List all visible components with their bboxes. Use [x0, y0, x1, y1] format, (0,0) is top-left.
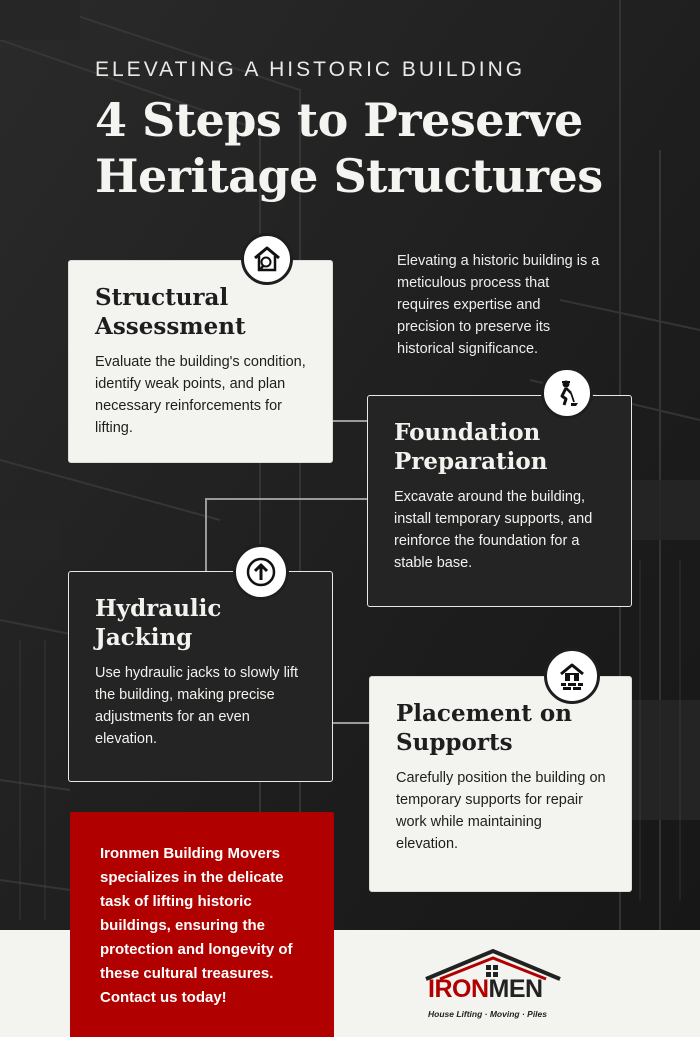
connector-line [332, 420, 368, 422]
step-body: Excavate around the building, install temporary supports, and reinforce the foundation for a stable base. [394, 489, 593, 571]
connector-line [205, 498, 207, 572]
house-on-supports-icon [544, 648, 600, 704]
connector-line [205, 498, 368, 500]
step-body: Carefully position the building on temporary supports for repair work while maintaining elevation. [396, 770, 606, 852]
worker-digging-icon [541, 367, 593, 419]
page-title: 4 Steps to Preserve Heritage Structures [95, 93, 603, 203]
step-card-structural-assessment [68, 260, 333, 463]
ironmen-logo [418, 945, 568, 1025]
logo-letters-men: MEN [488, 975, 543, 1003]
contact-callout: Ironmen Building Movers specializes in the delicate task of lifting historic buildings, ensuring the protection and longevity of these cultural treasures. Contact us today! [70, 812, 334, 1037]
logo-tagline: House Lifting · Moving · Piles [428, 1009, 547, 1019]
connector-line [332, 722, 370, 724]
step-body: Evaluate the building's condition, identify weak points, and plan necessary reinforcements for lifting. [95, 354, 306, 436]
step-title: Structural Assessment [95, 284, 246, 340]
logo-letters-ron: RON [434, 975, 489, 1003]
step-body: Use hydraulic jacks to slowly lift the building, making precise adjustments for an even elevation. [95, 665, 299, 747]
step-title: Placement on Supports [396, 700, 572, 756]
page-kicker: ELEVATING A HISTORIC BUILDING [95, 58, 526, 81]
intro-text: Elevating a historic building is a meticulous process that requires expertise and precision to preserve its historical significance. [397, 253, 600, 357]
logo-wordmark [428, 975, 543, 1004]
step-title: Hydraulic Jacking [95, 595, 222, 651]
step-title: Foundation Preparation [394, 419, 548, 475]
logo-letter-i: I [428, 975, 435, 1003]
step-card-foundation-preparation [367, 395, 632, 607]
house-magnifier-icon [241, 233, 293, 285]
arrow-up-icon [233, 544, 289, 600]
step-card-placement-on-supports [369, 676, 632, 892]
step-card-hydraulic-jacking [68, 571, 333, 782]
